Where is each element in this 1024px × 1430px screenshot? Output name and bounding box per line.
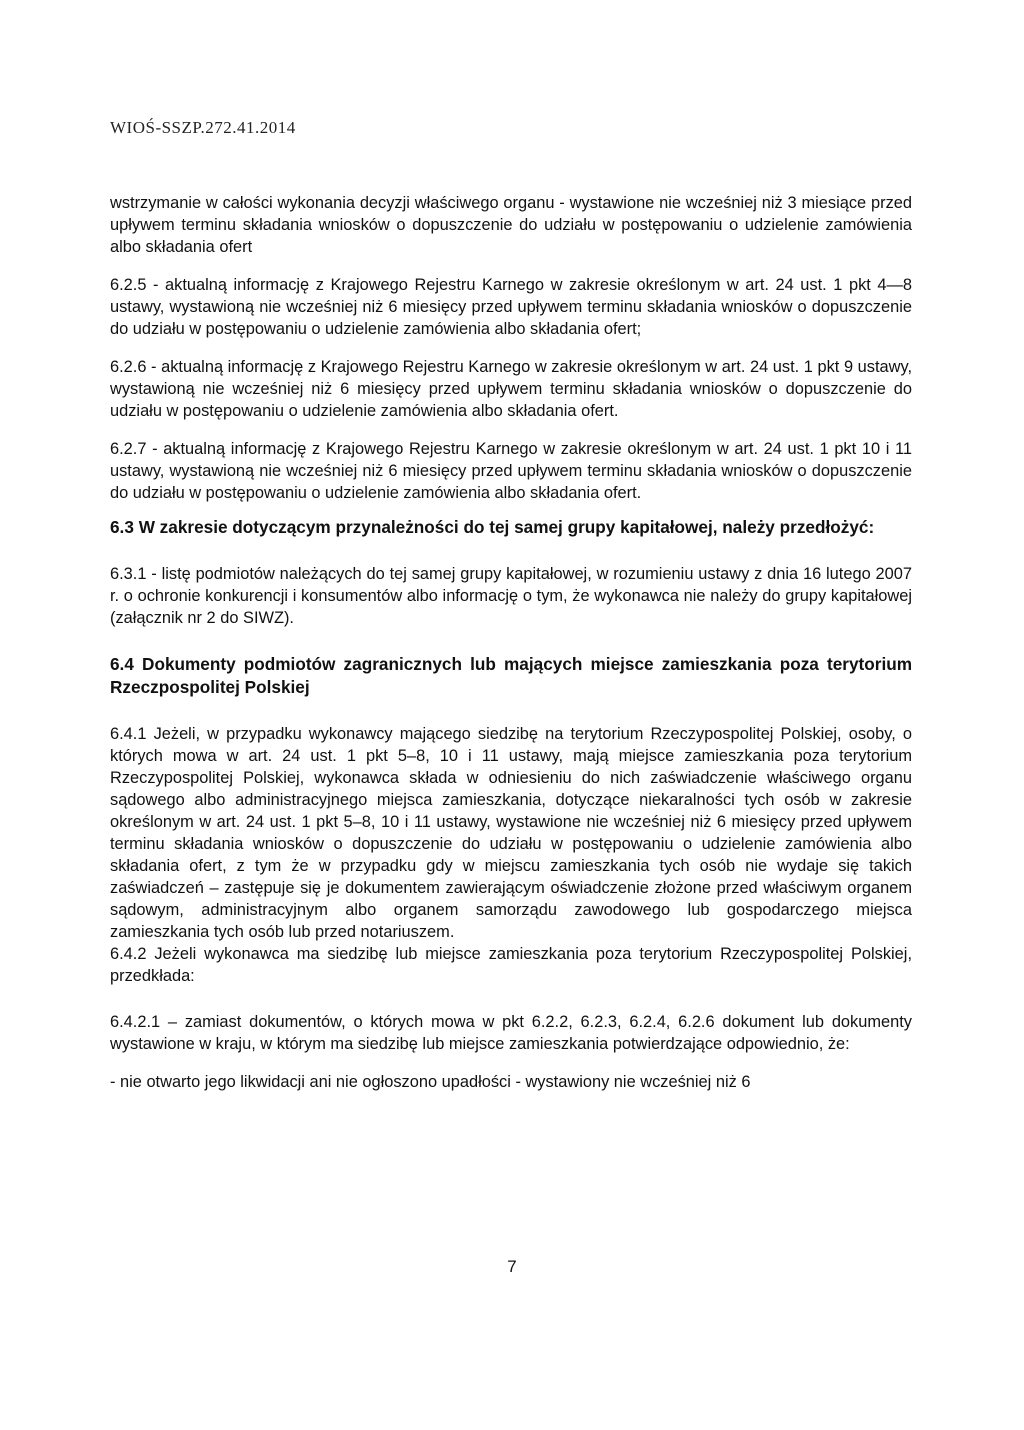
document-body [110,192,912,1093]
paragraph-continuation: wstrzymanie w całości wykonania decyzji właściwego organu - wystawione nie wcześniej niż 3 miesiące przed upływem terminu składania wniosków o dopuszczenie do udziału w postępowaniu o udzielenie zamówienia albo składania ofert [110,194,912,256]
paragraph-6-2-5: 6.2.5 - aktualną informację z Krajowego Rejestru Karnego w zakresie określonym w art. 24 ust. 1 pkt 4—8 ustawy, wystawioną nie wcześniej niż 6 miesięcy przed upływem terminu składania wniosków o dopuszczenie do udziału w postępowaniu o udzielenie zamówienia albo składania ofert; [110,276,912,338]
paragraph-6-4-2-1: 6.4.2.1 – zamiast dokumentów, o których mowa w pkt 6.2.2, 6.2.3, 6.2.4, 6.2.6 dokument lub dokumenty wystawione w kraju, w którym ma siedzibę lub miejsce zamieszkania potwierdzające odpowiednio, że: [110,1013,912,1053]
page-number: 7 [507,1257,517,1276]
paragraph-6-2-6: 6.2.6 - aktualną informację z Krajowego Rejestru Karnego w zakresie określonym w art. 24 ust. 1 pkt 9 ustawy, wystawioną nie wcześniej niż 6 miesięcy przed upływem terminu składania wniosków o dopuszczenie do udziału w postępowaniu o udzielenie zamówienia albo składania ofert. [110,358,912,420]
section-heading-6-3 [110,516,912,539]
section-title-6-4: Dokumenty podmiotów zagranicznych lub mających miejsce zamieszkania poza terytorium Rzeczpospolitej Polskiej [110,654,912,697]
paragraph-6-3-1: 6.3.1 - listę podmiotów należących do tej samej grupy kapitałowej, w rozumieniu ustawy z dnia 16 lutego 2007 r. o ochronie konkurencji i konsumentów albo informację o tym, że wykonawca nie należy do grupy kapitałowej (załącznik nr 2 do SIWZ). [110,565,912,627]
paragraph-6-2-7: 6.2.7 - aktualną informację z Krajowego Rejestru Karnego w zakresie określonym w art. 24 ust. 1 pkt 10 i 11 ustawy, wystawioną nie wcześniej niż 6 miesięcy przed upływem terminu składania wniosków o dopuszczenie do udziału w postępowaniu o udzielenie zamówienia albo składania ofert. [110,440,912,502]
paragraph-list-item: - nie otwarto jego likwidacji ani nie ogłoszono upadłości - wystawiony nie wcześniej niż 6 [110,1073,751,1091]
paragraph-6-4-1: 6.4.1 Jeżeli, w przypadku wykonawcy mającego siedzibę na terytorium Rzeczypospolitej Polskiej, osoby, o których mowa w art. 24 ust. 1 pkt 5–8, 10 i 11 ustawy, mają miejsce zamieszkania poza terytorium Rzeczypospolitej Polskiej, wykonawca składa w odniesieniu do nich zaświadczenie właściwego organu sądowego albo administracyjnego miejsca zamieszkania, dotyczące niekaralności tych osób w zakresie określonym w art. 24 ust. 1 pkt 5–8, 10 i 11 ustawy, wystawione nie wcześniej niż 6 miesięcy przed upływem terminu składania wniosków o dopuszczenie do udziału w postępowaniu o udzielenie zamówienia albo składania ofert, z tym że w przypadku gdy w miejscu zamieszkania tych osób nie wydaje się takich zaświadczeń – zastępuje się je dokumentem zawierającym oświadczenie złożone przed właściwym organem sądowym, administracyjnym albo organem samorządu zawodowego lub gospodarczego miejsca zamieszkania tych osób lub przed notariuszem. [110,725,912,941]
paragraph-6-4-2: 6.4.2 Jeżeli wykonawca ma siedzibę lub miejsce zamieszkania poza terytorium Rzeczypospolitej Polskiej, przedkłada: [110,945,912,985]
document-reference: WIOŚ-SSZP.272.41.2014 [110,118,296,137]
section-number-6-3: 6.3 [110,517,134,537]
section-number-6-4: 6.4 [110,654,134,674]
section-title-6-3: W zakresie dotyczącym przynależności do tej samej grupy kapitałowej, należy przedłożyć: [138,517,875,537]
section-heading-6-4 [110,653,912,699]
